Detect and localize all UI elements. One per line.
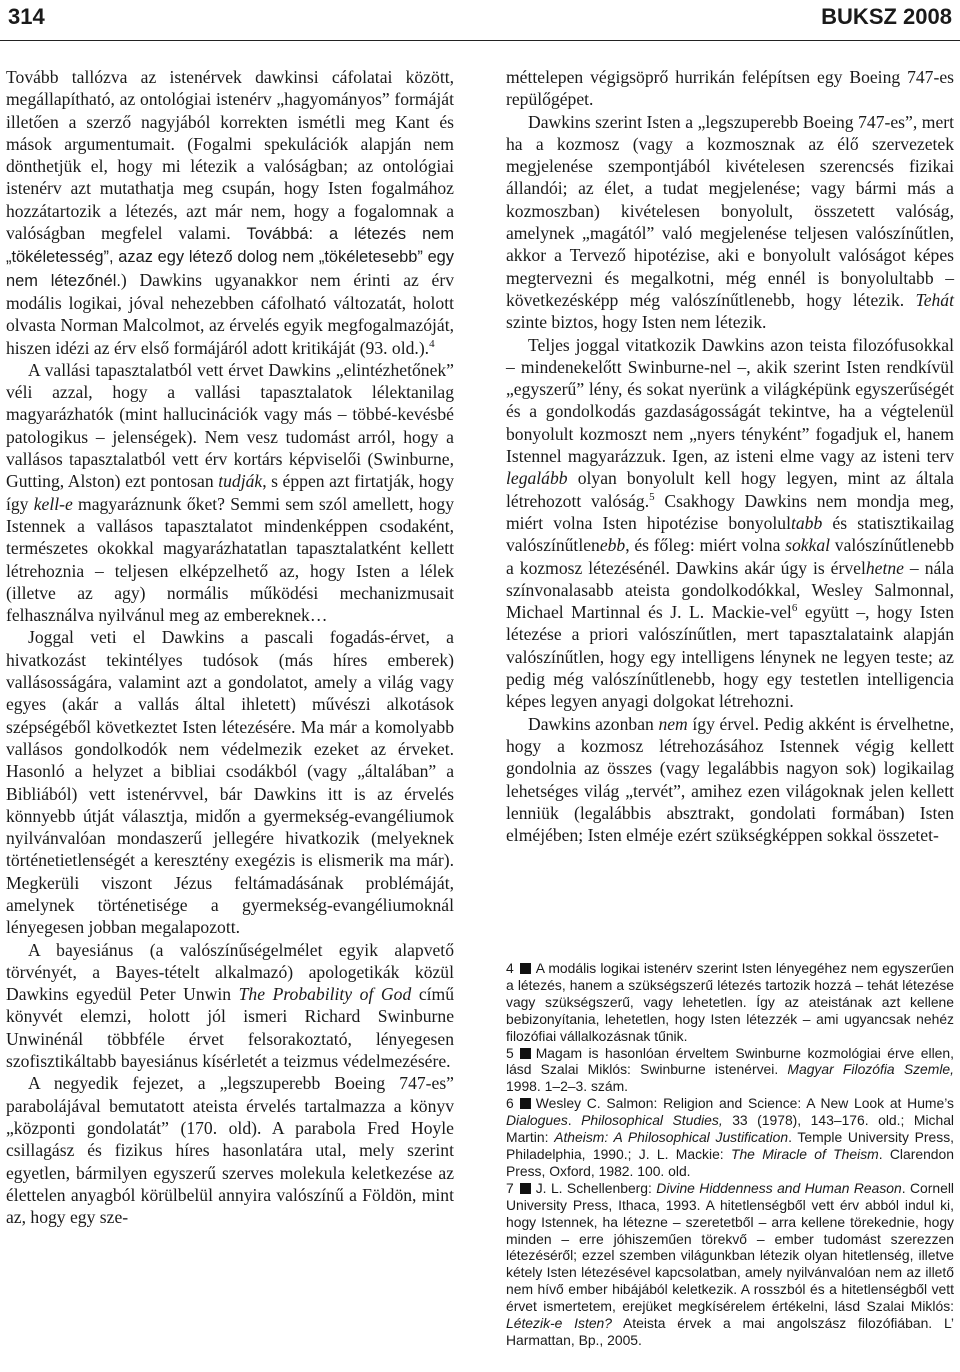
footnote-ref: 6 — [791, 602, 798, 615]
left-column — [6, 66, 454, 1228]
running-header — [0, 0, 960, 41]
emphasis: Dialogues — [506, 1112, 568, 1129]
paragraph — [506, 111, 954, 334]
footnote-text: A modális logikai istenérv szerint Isten lényegéhez nem egyszerűen a létezés, hanem a szükségszerű létezés tartozik hozzá – tehát létezése vagy szükségszerű, vagy lehetetlen. Így az ateistának azt kellene bebizonyítania, lehetetlen, hogy Isten létezzék – ami ugyancsak nehéz filozófiai vállalkozásnak tűnik. — [506, 960, 954, 1044]
emphasis: Philosophical Studies, — [581, 1112, 723, 1129]
footnote-7 — [506, 1180, 954, 1349]
paragraph: Joggal veti el Dawkins a pascali fogadás-érvet, a hivatkozást tekintélyes tudósok (más híres emberek) vallásosságára, valamint azt a gondolatot, amely a világ vagy egyes (akár a vallás által ihletett) művészi alkotások szépségéből következtet Isten létezésére. Ma már a komolyabb vallásos gondolkodók nem védelmezik ezeket az érveket. Hasonló a helyzet a bibliai csodákból (vagy „általában” a Bibliából) vett istenérvvel, bár Dawkins itt is az érvelés könnyebb útját választja, midőn a gyermekség-evangéliumok nyilvánvalóan mondaszerű jellegére hivatkozik (melyeknek történetietlenségét a keresztény exegézis is elismerik ma már). Megkerüli viszont Jézus feltámadásának problémáját, amelynek történetisége a gyermekség-evangéliumoknál lényegesen jobban megalapozott. — [6, 627, 454, 938]
footnote-text: . — [567, 1112, 582, 1129]
square-bullet-icon — [520, 1098, 531, 1109]
paragraph — [6, 939, 454, 1073]
text-run: így érvel. Pedig akként is érvelhetne, hogy a kozmosz létrehozásához Istennek végig kellett gondolnia az összes (vagy legalábbis nagyon sok) logikailag lehetséges világ „tervét”, amihez ezen világoknak jelen kellett lenniük (legalábbis absztrakt, gondolati formában) Isten elméjében; Isten elméje ezért szükségképpen sokkal összetet- — [506, 713, 954, 846]
footnote-ref: 5 — [649, 490, 655, 503]
text-run: és statisztikailag valószínűtlen — [506, 512, 954, 556]
footnotes — [506, 960, 954, 1349]
emphasis: sokkal — [785, 535, 831, 556]
emphasis: hetne — [865, 557, 904, 578]
footnote-text: Ateista érvek a mai angolszász filozófiában. L’ Harmattan, Bp., 2005. — [506, 1315, 954, 1348]
footnote-ref: 4 — [429, 337, 435, 350]
emphasis: tudják — [218, 471, 263, 492]
footnote-number: 6 — [506, 1095, 514, 1112]
emphasis: tabb — [790, 512, 823, 533]
footnote-6 — [506, 1095, 954, 1180]
footnote-text: . Cornell University Press, Ithaca, 1993. A hitetlenségből vett érv abból indul ki, hogy Istennek, ha létezne – szeretetből – arra kellene törekednie, hogy minden – erre jóhiszeműen törekvő – ember tudomást szerezzen létezéséről; ezzel szemben világunkban létezik olyan hitetlenség, illetve kétely Isten létezésével kapcsolatban, amely nyilvánvalóan nem az illető nem hívő ember hibájából keletkezik. A rosszból és a hitetlenségből vett érvet ismertetem, erejüket megkísérelem értékelni, lásd Szalai Miklós: — [506, 1179, 954, 1315]
text-run: szinte biztos, hogy Isten nem létezik. — [506, 312, 767, 333]
text-run: Tovább tallózva az istenérvek dawkinsi cáfolatai között, megállapítható, az ontológiai istenérv „hagyományos” formáját illetően a szerző nagyjából korrekten ismétli meg Kant és mások argumentumait. (Fogalmi spekulációk alapján nem dönthetjük el, hogy mi létezik a valóságban; az ontológiai istenérv azt mutathatja meg csupán, hogy Isten fogalmához hozzátartozik a létezés, azt már nem, hogy a fogalomnak a valóságban megfelel valami. — [6, 67, 454, 244]
text-run: A bayesiánus (a valószínűségelmélet egyik alapvető törvényét, a Bayes-tételt alkalmazó) apologetikák közül Dawkins egyedül Peter Unwin — [6, 939, 454, 1005]
text-run: , és főleg: miért volna — [625, 535, 786, 556]
paragraph: méttelepen végigsöprő hurrikán felépítsen egy Boeing 747-es repülőgépet. — [506, 67, 954, 110]
footnote-text: Wesley C. Salmon: Religion and Science: A New Look at Hume’s — [535, 1095, 954, 1112]
text-run: című könyvét elemzi, holott jól ismeri Richard Swinburne Unwinénál többféle érvet felsorakoztató, lényegesen szofisztikáltabb bayesiánus kísérletét a teizmus védelmezésére. — [6, 984, 455, 1072]
emphasis: kell-e — [33, 493, 73, 514]
journal-title: BUKSZ 2008 — [821, 4, 952, 29]
square-bullet-icon — [520, 1048, 531, 1059]
text-run: ) Dawkins ugyanakkor nem érinti az érv modális logikai, jóval nehezebben cáfolható változatát, holott olvasta Norman Malcolmot, az érvelés egyik megfogalmazóját, hiszen idézi az érv első formájáról adott kritikáját (93. old.). — [6, 269, 455, 358]
emphasis: The Miracle of Theism — [730, 1145, 879, 1162]
paragraph — [506, 713, 954, 847]
text-run: Dawkins szerint Isten a „legszuperebb Boeing 747-es”, mert ha a kozmosz (vagy a kozmosznak az élő szervezetek megjelenése szempontjából kivételesen szerencsés fizikai állandói; az élet, a tudat megjelenése; vagy bármi más a kozmoszban) kivételesen bonyolult, összetett valóság, amelynek „magától” való megjelenése teljesen valószínűtlen, akkor a Tervező hipotézise, aki e bonyolult valóságot képes megtervezni és megalkotni, még ennél is bonyolultabb – következésképp még valószínűtlenebb, hogy létezik. — [506, 111, 954, 310]
paragraph: A negyedik fejezet, a „legszuperebb Boeing 747-es” parabolájával bemutatott ateista érvelés tartalmazza a könyv „központi gondolatát” (170. old). A parabola Fred Hoyle csillagász és fizikus híres hasonlatára utal, mely szerint egyetlen, bármilyen egyszerű szerves molekula keletkezése az élettelen anyagból körülbelül annyira valószínű a Földön, mint az, hogy egy sze- — [6, 1073, 454, 1228]
footnote-number: 7 — [506, 1179, 514, 1196]
text-run: együtt –, hogy Isten létezése a priori valószínűtlen, mert tapasztalataink alapján valószínűtlen, hogy egy intelligens lénynek ne legyen teste; az pedig még valószínűtlenebb, hogy egy testetlen intelligencia képes legyen anyagi dolgokat létrehozni. — [506, 602, 955, 712]
square-bullet-icon — [520, 1183, 531, 1194]
footnote-text: 33 (1978), 143–176. old.; Michal Martin: — [506, 1112, 955, 1146]
footnote-text: Magam is hasonlóan érveltem Swinburne kozmológiai érve ellen, lásd Szalai Miklós: Swinburne istenérvei. — [506, 1044, 954, 1078]
text-run: valószínűtlenebb a kozmosz létezésénél. Dawkins akár úgy is érvel — [506, 535, 954, 578]
footnote-number: 4 — [506, 960, 514, 976]
footnote-5 — [506, 1045, 954, 1096]
text-run: olyan bonyolult kell hogy legyen, mint az általa létrehozott valóság. — [506, 468, 954, 511]
paragraph — [6, 359, 454, 627]
footnote-number: 5 — [506, 1044, 514, 1061]
emphasis: Atheism: A Philosophical Justification — [554, 1129, 789, 1146]
square-bullet-icon — [520, 963, 531, 974]
emphasis: nem — [658, 713, 688, 734]
text-run-sans: Továbbá: a létezés nem „tökéletesség”, azaz egy létező dolog nem „tökéletesebb” egy nem létezőnél. — [6, 225, 454, 290]
page-number: 314 — [8, 4, 45, 29]
text-run: magyaráznunk őket? Semmi sem szól amellett, hogy Istennek a vallásos tapasztalatot mindenképpen csodaként, természetes okokkal magyarázhatatlan tapasztalatként kellett létrehoznia – teljesen elképzelhető az, hogy Isten a lélek (illetve az agy) normális működési mechanizmusait felhasználva nyilvánul meg az embereknek… — [6, 493, 454, 626]
paragraph — [506, 334, 954, 713]
footnote-text: . Clarendon Press, Oxford, 1982. 100. old. — [506, 1145, 954, 1179]
text-run: A vallási tapasztalatból vett érvet Dawkins „elintézhetőnek” véli azzal, hogy a vallási tapasztalatok lélektanilag magyarázhatók (mint hallucinációk vagy más – többé-kevésbé patologikus – jelenségek). Nem vesz tudomást arról, hogy a vallásos tapasztalatból vett érv kortárs képviselői (Swinburne, Gutting, Alston) ezt pontosan — [6, 359, 454, 492]
footnote-text: 1998. 1–2–3. szám. — [506, 1078, 629, 1095]
emphasis: Létezik-e Isten? — [506, 1315, 612, 1332]
text-run: Teljes joggal vitatkozik Dawkins azon teista filozófusokkal – mindenekelőtt Swinburne-nel –, akik szerint Isten rendkívül „egyszerű” lény, és sokat nyerünk a világképünk egyszerűségét és a gondolkodás gazdaságosságát tekintve, ha a végtelenül bonyolult kozmoszt nem „nyers tényként” fogadjuk el, hanem Istennel magyarázzuk. Igen, az isteni elme vagy az isteni terv — [506, 334, 954, 467]
footnote-4 — [506, 960, 954, 1045]
paragraph — [6, 66, 454, 359]
emphasis: Divine Hiddenness and Human Reason — [656, 1179, 902, 1196]
text-run: – nála színvonalasabb ateista gondolkodókkal, Wesley Salmonnal, Michael Martinnal és J. L. Mackie-vel — [506, 557, 954, 623]
text-run: Dawkins azonban — [528, 713, 659, 734]
footnote-text: . Temple University Press, Philadelphia, 1990.; J. L. Mackie: — [506, 1129, 954, 1162]
right-column — [506, 66, 954, 846]
footnote-text: J. L. Schellenberg: — [535, 1179, 657, 1196]
emphasis: Magyar Filozófia Szemle, — [787, 1061, 954, 1078]
emphasis: The Probability of God — [238, 984, 412, 1005]
text-run: , s éppen azt firtatják, hogy így — [6, 471, 454, 514]
emphasis: legalább — [506, 468, 568, 489]
emphasis: Tehát — [915, 289, 954, 310]
emphasis: ebb — [599, 535, 626, 556]
text-run: Csakhogy Dawkins nem mondja meg, miért volna Isten hipotézise bonyolul — [506, 490, 954, 533]
